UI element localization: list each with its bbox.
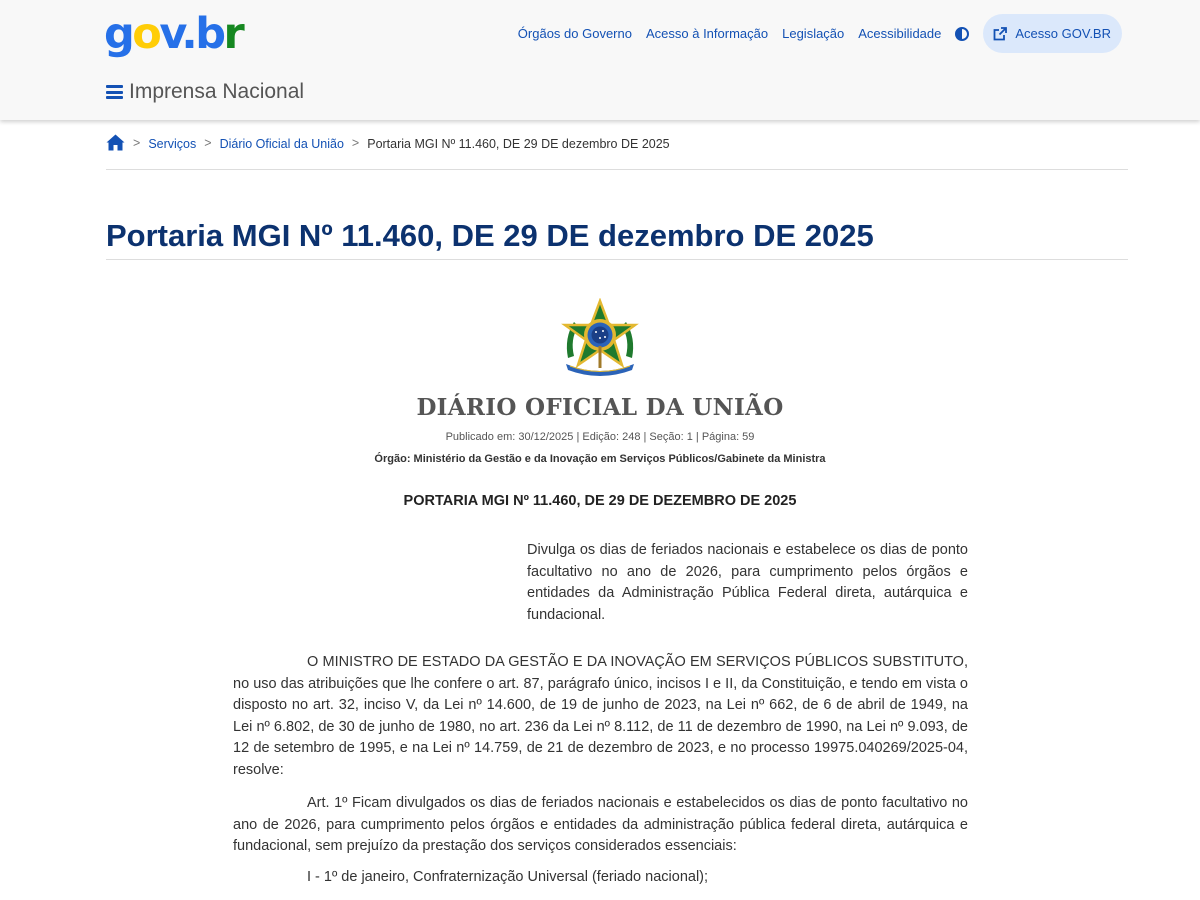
link-orgaos-do-governo[interactable]: Órgãos do Governo: [517, 26, 632, 41]
link-acessibilidade[interactable]: Acessibilidade: [858, 26, 942, 41]
top-links: [504, 14, 1122, 53]
home-icon[interactable]: [106, 134, 125, 151]
document-paragraph: I - 1º de janeiro, Confraternização Universal (feriado nacional);: [307, 869, 709, 885]
login-govbr-button[interactable]: [983, 14, 1122, 53]
title-divider: [106, 259, 1128, 260]
breadcrumb-servicos[interactable]: Serviços: [148, 137, 197, 151]
hamburger-menu-icon[interactable]: [106, 85, 123, 99]
breadcrumb-separator: >: [133, 136, 141, 150]
contrast-icon[interactable]: [955, 27, 969, 41]
site-name: Imprensa Nacional: [129, 80, 305, 103]
link-acesso-a-informacao[interactable]: Acesso à Informação: [645, 26, 769, 41]
document-paragraph: O MINISTRO DE ESTADO DA GESTÃO E DA INOVAÇÃO EM SERVIÇOS PÚBLICOS SUBSTITUTO, no uso das atribuições que lhe confere o art. 87, parágrafo único, incisos I e II, da Constituição, e tendo em vista o disposto no art. 32, inciso V, da Lei nº 14.600, de 19 de junho de 2023, na Lei nº 662, de 6 de abril de 1949, na Lei nº 6.802, de 30 de junho de 1980, no art. 236 da Lei nº 8.112, de 11 de dezembro de 1990, na Lei nº 9.093, de 12 de setembro de 1995, e na Lei nº 14.759, de 21 de dezembro de 2023, e no processo 19975.040269/2025-04, resolve:: [233, 654, 968, 778]
link-legislacao[interactable]: Legislação: [782, 26, 845, 41]
breadcrumb-separator: >: [351, 136, 360, 150]
breadcrumb: [106, 134, 1128, 170]
issuing-body: Órgão: Ministério da Gestão e da Inovação em Serviços Públicos/Gabinete da Ministra: [374, 453, 826, 465]
breadcrumb-diario-oficial[interactable]: Diário Oficial da União: [219, 137, 344, 151]
external-link-icon: [993, 27, 1007, 41]
document-identifier: PORTARIA MGI Nº 11.460, DE 29 DE DEZEMBRO DE 2025: [403, 493, 797, 509]
page-title: Portaria MGI Nº 11.460, DE 29 DE dezembro DE 2025: [106, 218, 874, 253]
login-label: Acesso GOV.BR: [1015, 26, 1111, 41]
brazil-coat-of-arms-icon: [560, 298, 640, 380]
breadcrumb-current: Portaria MGI Nº 11.460, DE 29 DE dezembro DE 2025: [367, 137, 670, 151]
document-ementa: Divulga os dias de feriados nacionais e estabelece os dias de ponto facultativo no ano de 2026, para cumprimento pelos órgãos e entidades da Administração Pública Federal direta, autárquica e fundacional.: [527, 542, 968, 623]
main-menu-toggle[interactable]: [106, 80, 304, 104]
dou-name: DIÁRIO OFICIAL DA UNIÃO: [416, 394, 784, 421]
govbr-logo[interactable]: gov.br: [104, 9, 243, 59]
breadcrumb-separator: >: [204, 136, 212, 150]
document-paragraph: Art. 1º Ficam divulgados os dias de feriados nacionais e estabelecidos os dias de ponto facultativo no ano de 2026, para cumprimento pelos órgãos e entidades da administração pública federal direta, autárquica e fundacional, sem prejuízo da prestação dos serviços considerados essenciais:: [233, 795, 968, 854]
publication-info: Publicado em: 30/12/2025 | Edição: 248 | Seção: 1 | Página: 59: [445, 431, 755, 443]
site-header: [0, 0, 1200, 120]
